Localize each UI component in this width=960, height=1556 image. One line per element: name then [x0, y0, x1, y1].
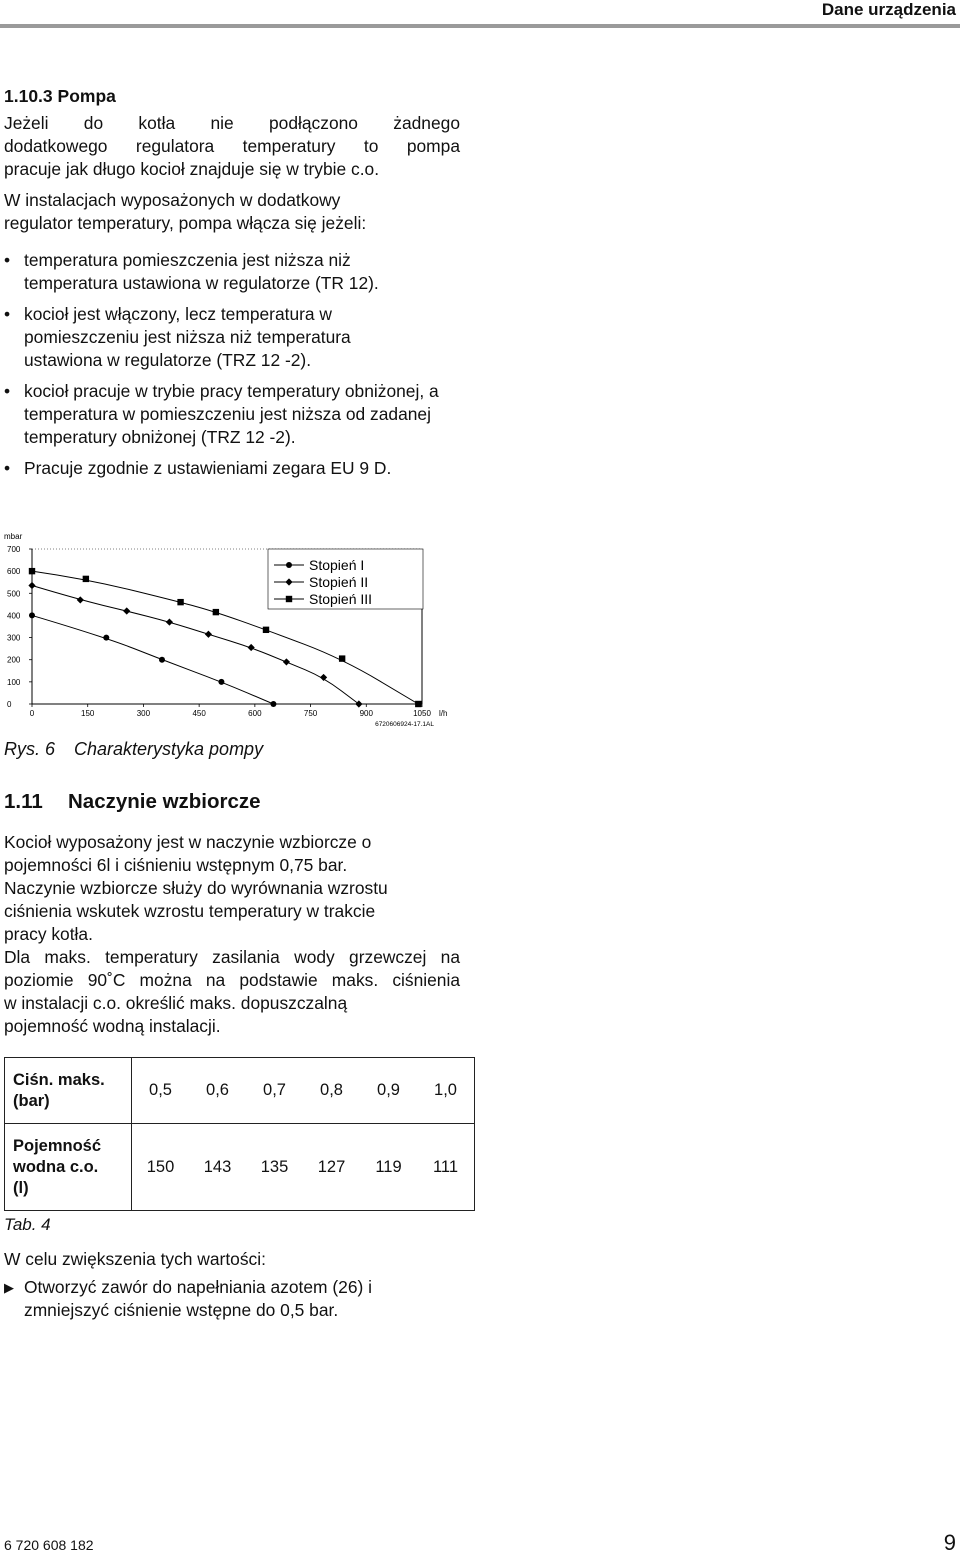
list-item-text: kocioł pracuje w trybie pracy temperatury obniżonej, a temperatura w pomieszczeniu jest niższa od zadanej temperatury obniżonej (TRZ 12 -2).: [24, 381, 439, 447]
action-step: [4, 1276, 460, 1322]
table-cell: 0,8: [303, 1058, 360, 1124]
bullet-icon: •: [4, 304, 11, 324]
bullet-icon: •: [4, 381, 11, 401]
data-point-marker: [339, 655, 345, 661]
table-cell: 127: [303, 1124, 360, 1211]
text-line: Dla maks. temperatury zasilania wody grzewczej na: [4, 947, 460, 967]
figure-code: 6720606924-17.1AL: [375, 721, 434, 728]
table-row: [5, 1124, 475, 1211]
pump-heading: 1.10.3 Pompa: [4, 86, 116, 106]
text-line: Jeżeli do kotła nie podłączono żadnego: [4, 113, 460, 133]
list-item: [4, 249, 424, 295]
text-line: dodatkowego regulatora temperatury to pompa: [4, 136, 460, 156]
table-row: [5, 1058, 475, 1124]
pump-paragraph-2: [4, 189, 460, 235]
legend-label: Stopień III: [309, 591, 373, 607]
header-line: Pojemność: [13, 1136, 102, 1155]
header-line: (bar): [13, 1091, 50, 1110]
figure-title: Charakterystyka pompy: [74, 739, 264, 759]
x-axis-label: l/h: [439, 709, 448, 718]
data-point-marker: [103, 635, 109, 641]
list-item: [4, 303, 424, 372]
text-line: pojemności 6l i ciśnieniu wstępnym 0,75 bar.: [4, 855, 348, 875]
y-tick-label: 0: [7, 700, 12, 709]
table-row-header: [5, 1124, 132, 1211]
text-line: zmniejszyć ciśnienie wstępne do 0,5 bar.: [24, 1300, 339, 1320]
x-tick-label: 600: [248, 709, 262, 718]
x-tick-label: 0: [29, 709, 35, 718]
figure-number: Rys. 6: [4, 739, 56, 759]
header-line: (l): [13, 1178, 29, 1197]
data-point-marker: [213, 609, 219, 615]
data-point-marker: [415, 701, 421, 707]
text-line: pojemność wodną instalacji.: [4, 1016, 221, 1036]
list-item: [4, 380, 464, 449]
actions-intro: W celu zwiększenia tych wartości:: [4, 1249, 266, 1269]
data-point-marker: [286, 562, 292, 568]
data-point-marker: [177, 599, 183, 605]
header-line: Ciśn. maks.: [13, 1070, 105, 1089]
table-cell: 119: [360, 1124, 417, 1211]
data-point-marker: [28, 582, 35, 589]
bullet-icon: •: [4, 250, 11, 270]
y-tick-label: 400: [7, 611, 21, 621]
table-cell: 135: [246, 1124, 303, 1211]
data-point-marker: [205, 631, 212, 638]
y-axis-label: mbar: [4, 532, 23, 541]
legend-label: Stopień II: [309, 574, 369, 590]
data-point-marker: [166, 618, 173, 625]
y-tick-label: 300: [7, 633, 21, 643]
list-item-text: Pracuje zgodnie z ustawieniami zegara EU 9 D.: [24, 458, 392, 478]
data-point-marker: [29, 568, 35, 574]
list-item-text: kocioł jest włączony, lecz temperatura w pomieszczeniu jest niższa niż temperatura ustawiona w regulatorze (TRZ 12 -2).: [24, 304, 351, 370]
x-tick-label: 1050: [413, 709, 431, 718]
document-number: 6 720 608 182: [4, 1537, 94, 1553]
expansion-heading-number: 1.11: [4, 790, 43, 813]
data-point-marker: [248, 644, 255, 651]
table-cell: 1,0: [417, 1058, 475, 1124]
table-cell: 111: [417, 1124, 475, 1211]
table-cell: 150: [132, 1124, 190, 1211]
list-item: [4, 457, 460, 480]
text-line: pracuje jak długo kocioł znajduje się w trybie c.o.: [4, 159, 380, 179]
list-item-text: temperatura pomieszczenia jest niższa niż temperatura ustawiona w regulatorze (TR 12).: [24, 250, 379, 293]
text-line: poziomie 90˚C można na podstawie maks. ciśnienia: [4, 970, 460, 990]
header-title: Dane urządzenia: [821, 0, 956, 19]
text-line: regulator temperatury, pompa włącza się jeżeli:: [4, 213, 367, 233]
expansion-paragraph-2: [4, 877, 460, 946]
data-point-marker: [218, 679, 224, 685]
pump-conditions-list: [4, 249, 460, 488]
legend-label: Stopień I: [309, 557, 365, 573]
text-line: Kocioł wyposażony jest w naczynie wzbiorcze o: [4, 832, 372, 852]
data-point-marker: [159, 657, 165, 663]
data-point-marker: [270, 701, 276, 707]
data-point-marker: [283, 658, 290, 665]
text-line: Otworzyć zawór do napełniania azotem (26) i: [24, 1277, 372, 1297]
data-point-marker: [83, 576, 89, 582]
pump-section: [4, 85, 460, 235]
table-cell: 0,9: [360, 1058, 417, 1124]
expansion-section: [4, 831, 460, 1038]
table-cell: 0,7: [246, 1058, 303, 1124]
table-caption: Tab. 4: [4, 1215, 51, 1234]
text-line: pracy kotła.: [4, 924, 93, 944]
pump-paragraph-1: [4, 112, 460, 181]
pressure-capacity-table: [4, 1057, 475, 1211]
page-header: [0, 0, 960, 28]
expansion-paragraph-1: [4, 831, 460, 877]
pump-characteristic-chart: [0, 525, 470, 735]
data-point-marker: [123, 607, 130, 614]
y-tick-label: 200: [7, 655, 21, 665]
x-tick-label: 900: [359, 709, 373, 718]
expansion-paragraph-3: [4, 946, 460, 1038]
y-tick-label: 700: [7, 545, 21, 554]
arrow-right-icon: ▶: [4, 1280, 14, 1295]
header-line: wodna c.o.: [13, 1157, 99, 1176]
bullet-icon: •: [4, 458, 11, 478]
table-cell: 0,5: [132, 1058, 190, 1124]
text-line: ciśnienia wskutek wzrostu temperatury w trakcie: [4, 901, 376, 921]
figure-caption: [4, 739, 263, 760]
table-cell: 0,6: [189, 1058, 246, 1124]
expansion-heading-text: Naczynie wzbiorcze: [68, 790, 261, 813]
series-line: [32, 615, 273, 704]
data-point-marker: [263, 627, 269, 633]
table-cell: 143: [189, 1124, 246, 1211]
y-tick-label: 100: [7, 677, 21, 687]
page-number: 9: [943, 1530, 956, 1555]
data-point-marker: [286, 596, 292, 602]
x-tick-label: 300: [136, 709, 151, 718]
text-line: W instalacjach wyposażonych w dodatkowy: [4, 190, 341, 210]
x-tick-label: 150: [81, 709, 95, 718]
text-line: Naczynie wzbiorcze służy do wyrównania wzrostu: [4, 878, 388, 898]
expansion-heading: [4, 790, 261, 814]
x-tick-label: 750: [303, 709, 318, 718]
x-tick-label: 450: [192, 709, 206, 718]
y-tick-label: 500: [7, 589, 21, 599]
text-line: w instalacji c.o. określić maks. dopuszczalną: [4, 993, 348, 1013]
y-tick-label: 600: [7, 567, 21, 577]
data-point-marker: [29, 612, 35, 618]
table-row-header: [5, 1058, 132, 1124]
data-point-marker: [77, 596, 84, 603]
actions-section: [4, 1248, 460, 1322]
